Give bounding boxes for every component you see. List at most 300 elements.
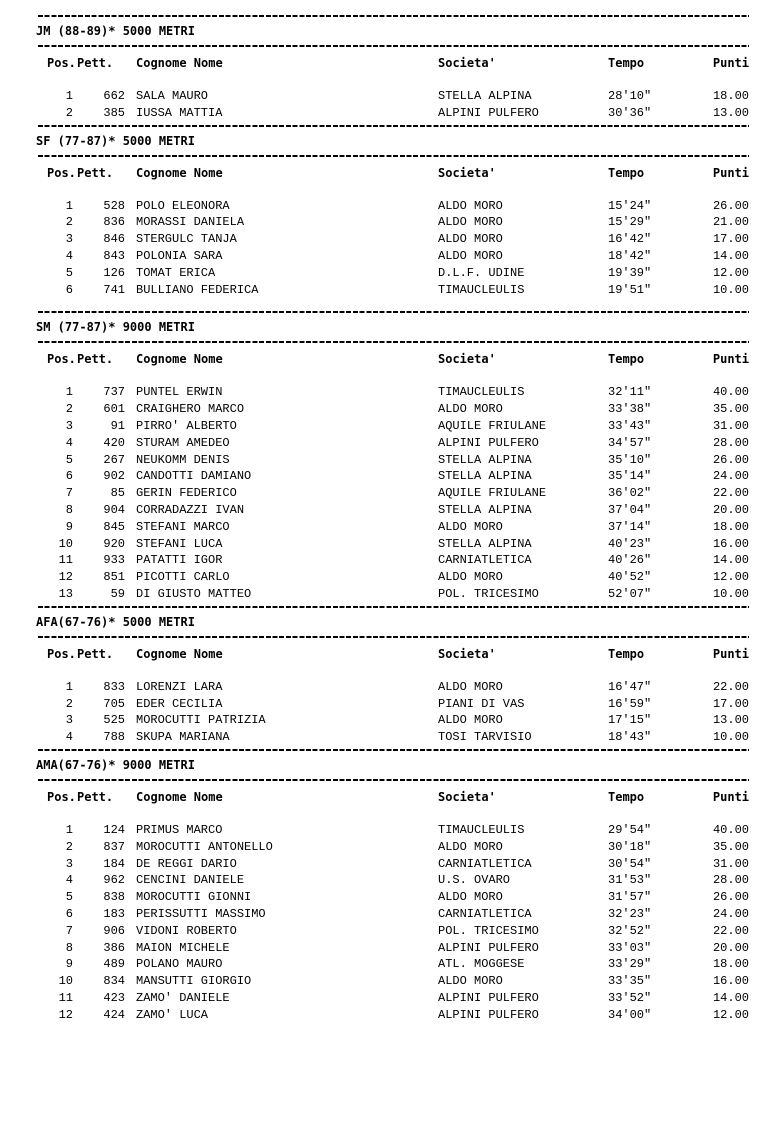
finish-time: 29'54" [608, 822, 652, 837]
finish-time: 32'11" [608, 385, 652, 400]
finish-time: 19'51" [608, 282, 652, 297]
position: 2 [65, 696, 73, 711]
dashed-rule [38, 122, 749, 130]
bib-number: 741 [103, 282, 125, 297]
finish-time: 30'18" [608, 839, 652, 854]
dashed-rule [38, 152, 749, 160]
bib-number: 601 [103, 402, 125, 417]
points: 10.00 [712, 282, 749, 297]
finish-time: 18'43" [608, 730, 652, 745]
points: 12.00 [712, 265, 749, 280]
finish-time: 15'29" [608, 215, 652, 230]
header-societa: Societa' [438, 789, 496, 804]
club: ALPINI PULFERO [438, 435, 539, 450]
dashed-rule [38, 603, 749, 611]
position: 7 [65, 923, 73, 938]
athlete-name: NEUKOMM DENIS [136, 452, 230, 467]
club: STELLA ALPINA [438, 89, 532, 103]
points: 12.00 [712, 570, 749, 585]
bib-number: 385 [103, 105, 125, 120]
finish-time: 34'57" [608, 435, 652, 450]
points: 17.00 [712, 232, 749, 247]
athlete-name: ZAMO' DANIELE [136, 990, 230, 1005]
club: STELLA ALPINA [438, 502, 532, 517]
header-pos: Pos. [47, 56, 76, 70]
header-societa: Societa' [438, 56, 496, 70]
points: 40.00 [712, 822, 749, 837]
table-row [38, 105, 749, 122]
category-title: AFA(67-76)* 5000 METRI [36, 614, 195, 629]
bib-number: 788 [103, 730, 125, 745]
position: 1 [65, 385, 73, 400]
bib-number: 528 [103, 198, 125, 213]
athlete-name: PRIMUS MARCO [136, 822, 223, 837]
points: 26.00 [712, 452, 749, 467]
bib-number: 846 [103, 232, 125, 247]
athlete-name: STERGULC TANJA [136, 232, 237, 247]
club: TIMAUCLEULIS [438, 282, 525, 297]
header-name: Cognome Nome [136, 646, 223, 661]
table-row [38, 696, 749, 713]
table-row [38, 384, 749, 401]
column-headers [38, 50, 749, 76]
athlete-name: STEFANI LUCA [136, 536, 223, 551]
athlete-name: MOROCUTTI ANTONELLO [136, 839, 273, 854]
athlete-name: GERIN FEDERICO [136, 486, 237, 501]
category-section [38, 12, 749, 122]
header-pett: Pett. [77, 56, 114, 70]
table-row [38, 906, 749, 923]
athlete-name: BULLIANO FEDERICA [136, 282, 259, 297]
finish-time: 18'42" [608, 248, 652, 263]
points: 22.00 [712, 679, 749, 694]
athlete-name: VIDONI ROBERTO [136, 923, 237, 938]
club: ALDO MORO [438, 248, 503, 263]
club: ATL. MOGGESE [438, 957, 525, 972]
finish-time: 34'00" [608, 1007, 652, 1022]
athlete-name: POLO ELEONORA [136, 198, 230, 213]
athlete-name: STEFANI MARCO [136, 519, 230, 534]
athlete-name: PUNTEL ERWIN [136, 385, 223, 400]
bib-number: 920 [103, 536, 125, 551]
bib-number: 904 [103, 502, 125, 517]
points: 12.00 [712, 1007, 749, 1022]
header-tempo: Tempo [608, 789, 645, 804]
table-row [38, 822, 749, 839]
position: 10 [58, 974, 73, 989]
header-punti: Punti [712, 646, 749, 661]
athlete-name: POLANO MAURO [136, 957, 223, 972]
finish-time: 17'15" [608, 713, 652, 728]
bib-number: 184 [103, 856, 125, 871]
position: 9 [65, 519, 73, 534]
position: 6 [65, 906, 73, 921]
bib-number: 183 [103, 906, 125, 921]
finish-time: 40'23" [608, 536, 652, 551]
table-row [38, 552, 749, 569]
finish-time: 33'38" [608, 402, 652, 417]
points: 22.00 [712, 923, 749, 938]
athlete-name: MOROCUTTI PATRIZIA [136, 713, 266, 728]
athlete-name: LORENZI LARA [136, 679, 223, 694]
points: 18.00 [712, 519, 749, 534]
table-row [38, 468, 749, 485]
header-pett: Pett. [77, 352, 114, 367]
club: CARNIATLETICA [438, 553, 532, 568]
header-pett: Pett. [77, 165, 114, 180]
header-punti: Punti [712, 56, 749, 70]
points: 18.00 [712, 957, 749, 972]
header-spacer [38, 372, 749, 384]
points: 40.00 [712, 385, 749, 400]
finish-time: 15'24" [608, 198, 652, 213]
points: 10.00 [712, 730, 749, 745]
club: CARNIATLETICA [438, 856, 532, 871]
table-row [38, 973, 749, 990]
position: 1 [65, 822, 73, 837]
points: 13.00 [712, 105, 749, 120]
club: TIMAUCLEULIS [438, 822, 525, 837]
header-pos: Pos. [47, 165, 76, 180]
header-punti: Punti [712, 165, 749, 180]
position: 7 [65, 486, 73, 501]
bib-number: 267 [103, 452, 125, 467]
result-rows [38, 822, 749, 1024]
table-row [38, 401, 749, 418]
club: ALDO MORO [438, 890, 503, 905]
column-headers [38, 641, 749, 667]
athlete-name: DI GIUSTO MATTEO [136, 586, 252, 601]
position: 1 [65, 198, 73, 213]
points: 28.00 [712, 873, 749, 888]
header-spacer [38, 667, 749, 679]
points: 14.00 [712, 248, 749, 263]
table-row [38, 569, 749, 586]
finish-time: 33'29" [608, 957, 652, 972]
bib-number: 420 [103, 435, 125, 450]
header-pos: Pos. [47, 646, 76, 661]
points: 20.00 [712, 940, 749, 955]
table-row [38, 712, 749, 729]
finish-time: 31'57" [608, 890, 652, 905]
finish-time: 33'52" [608, 990, 652, 1005]
category-section [38, 298, 749, 602]
header-pos: Pos. [47, 352, 76, 367]
bib-number: 424 [103, 1007, 125, 1022]
position: 12 [58, 570, 73, 585]
position: 11 [58, 553, 73, 568]
table-row [38, 282, 749, 299]
points: 16.00 [712, 536, 749, 551]
table-row [38, 1007, 749, 1024]
athlete-name: MAION MICHELE [136, 940, 230, 955]
bib-number: 489 [103, 957, 125, 972]
bib-number: 423 [103, 990, 125, 1005]
bib-number: 124 [103, 822, 125, 837]
athlete-name: PIRRO' ALBERTO [136, 418, 237, 433]
table-row [38, 923, 749, 940]
points: 22.00 [712, 486, 749, 501]
athlete-name: TOMAT ERICA [136, 265, 216, 280]
finish-time: 40'52" [608, 570, 652, 585]
club: ALDO MORO [438, 215, 503, 230]
position: 8 [65, 502, 73, 517]
club: PIANI DI VAS [438, 696, 525, 711]
club: TIMAUCLEULIS [438, 385, 525, 400]
club: ALDO MORO [438, 713, 503, 728]
category-title: SM (77-87)* 9000 METRI [36, 320, 195, 335]
finish-time: 35'14" [608, 469, 652, 484]
club: ALPINI PULFERO [438, 990, 539, 1005]
position: 1 [65, 679, 73, 694]
dashed-rule [38, 42, 749, 50]
position: 12 [58, 1007, 73, 1022]
position: 4 [65, 248, 73, 263]
column-headers [38, 346, 749, 372]
club: ALDO MORO [438, 570, 503, 585]
points: 16.00 [712, 974, 749, 989]
club: STELLA ALPINA [438, 536, 532, 551]
finish-time: 16'42" [608, 232, 652, 247]
club: STELLA ALPINA [438, 469, 532, 484]
section-gap [38, 298, 749, 308]
finish-time: 30'36" [608, 105, 652, 120]
bib-number: 834 [103, 974, 125, 989]
position: 8 [65, 940, 73, 955]
finish-time: 32'23" [608, 906, 652, 921]
position: 3 [65, 232, 73, 247]
bib-number: 59 [110, 586, 125, 601]
points: 31.00 [712, 856, 749, 871]
header-societa: Societa' [438, 646, 496, 661]
points: 24.00 [712, 469, 749, 484]
result-rows [38, 384, 749, 602]
header-tempo: Tempo [608, 646, 645, 661]
bib-number: 126 [103, 265, 125, 280]
club: ALDO MORO [438, 679, 503, 694]
finish-time: 40'26" [608, 553, 652, 568]
athlete-name: POLONIA SARA [136, 248, 223, 263]
header-societa: Societa' [438, 165, 496, 180]
category-title: JM (88-89)* 5000 METRI [36, 24, 195, 38]
bib-number: 737 [103, 385, 125, 400]
athlete-name: MOROCUTTI GIONNI [136, 890, 252, 905]
finish-time: 28'10" [608, 89, 652, 103]
position: 1 [65, 89, 73, 103]
bib-number: 386 [103, 940, 125, 955]
position: 2 [65, 839, 73, 854]
club: ALPINI PULFERO [438, 1007, 539, 1022]
dashed-rule [38, 776, 749, 784]
finish-time: 52'07" [608, 586, 652, 601]
position: 2 [65, 402, 73, 417]
table-row [38, 990, 749, 1007]
athlete-name: SKUPA MARIANA [136, 730, 230, 745]
position: 5 [65, 890, 73, 905]
table-row [38, 839, 749, 856]
finish-time: 37'04" [608, 502, 652, 517]
finish-time: 32'52" [608, 923, 652, 938]
header-spacer [38, 76, 749, 88]
club: ALDO MORO [438, 519, 503, 534]
table-row [38, 265, 749, 282]
finish-time: 19'39" [608, 265, 652, 280]
header-spacer [38, 810, 749, 822]
table-row [38, 536, 749, 553]
table-row [38, 231, 749, 248]
table-row [38, 452, 749, 469]
position: 6 [65, 469, 73, 484]
bib-number: 845 [103, 519, 125, 534]
header-tempo: Tempo [608, 165, 645, 180]
table-row [38, 88, 749, 105]
header-name: Cognome Nome [136, 352, 223, 367]
bib-number: 705 [103, 696, 125, 711]
bib-number: 91 [110, 418, 125, 433]
bib-number: 662 [103, 89, 125, 103]
bib-number: 843 [103, 248, 125, 263]
athlete-name: CANDOTTI DAMIANO [136, 469, 252, 484]
club: CARNIATLETICA [438, 906, 532, 921]
bib-number: 836 [103, 215, 125, 230]
points: 13.00 [712, 713, 749, 728]
club: AQUILE FRIULANE [438, 418, 547, 433]
points: 35.00 [712, 402, 749, 417]
header-tempo: Tempo [608, 56, 645, 70]
bib-number: 525 [103, 713, 125, 728]
points: 14.00 [712, 553, 749, 568]
points: 10.00 [712, 586, 749, 601]
athlete-name: PERISSUTTI MASSIMO [136, 906, 266, 921]
points: 14.00 [712, 990, 749, 1005]
club: ALDO MORO [438, 402, 503, 417]
position: 10 [58, 536, 73, 551]
points: 18.00 [712, 89, 749, 103]
header-spacer [38, 186, 749, 198]
club: ALDO MORO [438, 198, 503, 213]
position: 11 [58, 990, 73, 1005]
points: 17.00 [712, 696, 749, 711]
position: 5 [65, 265, 73, 280]
athlete-name: CORRADAZZI IVAN [136, 502, 245, 517]
club: AQUILE FRIULANE [438, 486, 547, 501]
athlete-name: IUSSA MATTIA [136, 105, 223, 120]
athlete-name: PATATTI IGOR [136, 553, 223, 568]
table-row [38, 418, 749, 435]
result-rows [38, 679, 749, 746]
points: 24.00 [712, 906, 749, 921]
dashed-rule [38, 338, 749, 346]
dashed-rule [38, 746, 749, 754]
club: ALDO MORO [438, 974, 503, 989]
column-headers [38, 784, 749, 810]
category-title: AMA(67-76)* 9000 METRI [36, 757, 195, 772]
points: 21.00 [712, 215, 749, 230]
finish-time: 33'43" [608, 418, 652, 433]
result-rows [38, 88, 749, 122]
club: POL. TRICESIMO [438, 586, 539, 601]
bib-number: 85 [110, 486, 125, 501]
bib-number: 902 [103, 469, 125, 484]
bib-number: 851 [103, 570, 125, 585]
table-row [38, 435, 749, 452]
dashed-rule [38, 308, 749, 316]
position: 4 [65, 730, 73, 745]
dashed-rule [38, 12, 749, 20]
athlete-name: DE REGGI DARIO [136, 856, 237, 871]
header-punti: Punti [712, 352, 749, 367]
club: POL. TRICESIMO [438, 923, 539, 938]
table-row [38, 198, 749, 215]
athlete-name: MANSUTTI GIORGIO [136, 974, 252, 989]
table-row [38, 872, 749, 889]
position: 4 [65, 435, 73, 450]
points: 31.00 [712, 418, 749, 433]
athlete-name: SALA MAURO [136, 89, 209, 103]
athlete-name: ZAMO' LUCA [136, 1007, 209, 1022]
bib-number: 933 [103, 553, 125, 568]
club: ALDO MORO [438, 232, 503, 247]
club: D.L.F. UDINE [438, 265, 525, 280]
header-name: Cognome Nome [136, 165, 223, 180]
position: 6 [65, 282, 73, 297]
table-row [38, 889, 749, 906]
finish-time: 16'59" [608, 696, 652, 711]
header-name: Cognome Nome [136, 56, 223, 70]
club: ALPINI PULFERO [438, 940, 539, 955]
finish-time: 35'10" [608, 452, 652, 467]
athlete-name: EDER CECILIA [136, 696, 223, 711]
header-pett: Pett. [77, 789, 114, 804]
finish-time: 33'35" [608, 974, 652, 989]
header-tempo: Tempo [608, 352, 645, 367]
points: 28.00 [712, 435, 749, 450]
table-row [38, 679, 749, 696]
athlete-name: CENCINI DANIELE [136, 873, 245, 888]
position: 3 [65, 856, 73, 871]
athlete-name: MORASSI DANIELA [136, 215, 245, 230]
finish-time: 33'03" [608, 940, 652, 955]
position: 2 [65, 105, 73, 120]
club: STELLA ALPINA [438, 452, 532, 467]
finish-time: 37'14" [608, 519, 652, 534]
header-societa: Societa' [438, 352, 496, 367]
position: 3 [65, 713, 73, 728]
bib-number: 906 [103, 923, 125, 938]
club: ALPINI PULFERO [438, 105, 539, 120]
table-row [38, 485, 749, 502]
table-row [38, 502, 749, 519]
finish-time: 36'02" [608, 486, 652, 501]
header-pett: Pett. [77, 646, 114, 661]
table-row [38, 214, 749, 231]
table-row [38, 586, 749, 603]
club: ALDO MORO [438, 839, 503, 854]
bib-number: 833 [103, 679, 125, 694]
header-name: Cognome Nome [136, 789, 223, 804]
table-row [38, 856, 749, 873]
category-section [38, 603, 749, 746]
table-row [38, 248, 749, 265]
position: 13 [58, 586, 73, 601]
points: 26.00 [712, 890, 749, 905]
position: 9 [65, 957, 73, 972]
points: 26.00 [712, 198, 749, 213]
position: 4 [65, 873, 73, 888]
dashed-rule [38, 633, 749, 641]
bib-number: 962 [103, 873, 125, 888]
bib-number: 837 [103, 839, 125, 854]
